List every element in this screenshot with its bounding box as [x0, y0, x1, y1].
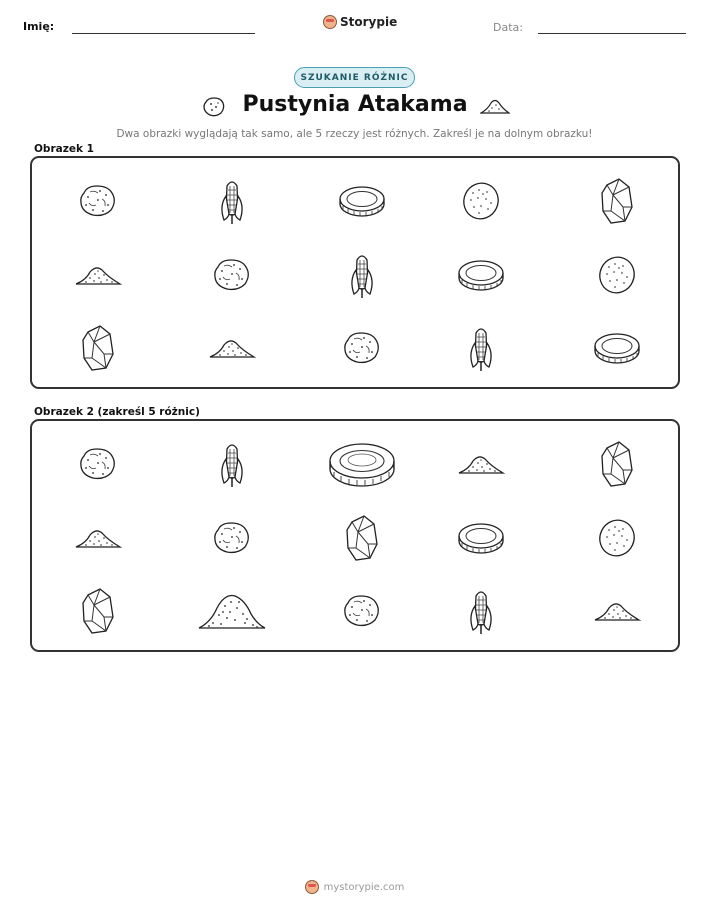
brand-name: Storypie	[340, 15, 398, 29]
picture-1-corn-icon	[467, 323, 495, 373]
title-sand-icon	[480, 97, 510, 119]
page-title: Pustynia Atakama	[242, 92, 468, 117]
picture-2-coin-large-icon[interactable]	[327, 439, 397, 489]
footer-mascot-icon	[305, 880, 319, 894]
mascot-icon	[323, 15, 337, 29]
picture-2-sand-icon[interactable]	[457, 452, 505, 476]
picture-2-sand-icon[interactable]	[74, 526, 122, 550]
picture-2-potato-icon[interactable]	[597, 518, 637, 558]
date-label: Data:	[493, 21, 523, 34]
picture-1-corn-icon	[218, 176, 246, 226]
picture-1-crystal-icon	[599, 177, 635, 225]
picture-1-sand-icon	[74, 263, 122, 287]
picture-1-sand-icon	[208, 336, 256, 360]
date-line[interactable]	[538, 33, 686, 34]
picture-1-corn-icon	[348, 250, 376, 300]
name-line[interactable]	[72, 33, 255, 34]
picture-2-coin-icon[interactable]	[457, 521, 505, 555]
category-badge: SZUKANIE RÓŻNIC	[294, 67, 415, 88]
footer	[0, 880, 709, 894]
picture-2-crystal-icon[interactable]	[344, 514, 380, 562]
picture-2-sand-icon[interactable]	[593, 599, 641, 623]
picture-1-coin-icon	[338, 184, 386, 218]
picture-1-coin-icon	[457, 258, 505, 292]
picture-2-panel[interactable]	[30, 419, 680, 652]
picture-1-coin-icon	[593, 331, 641, 365]
instructions: Dwa obrazki wyglądają tak samo, ale 5 rzeczy jest różnych. Zakreśl je na dolnym obrazku!	[116, 128, 593, 140]
picture-2-corn-icon[interactable]	[467, 586, 495, 636]
picture-1-crystal-icon	[80, 324, 116, 372]
picture-2-crystal-icon[interactable]	[599, 440, 635, 488]
picture-2-rock-icon[interactable]	[342, 593, 382, 629]
picture-1-rock-icon	[342, 330, 382, 366]
panel2-label: Obrazek 2 (zakreśl 5 różnic)	[34, 406, 200, 418]
picture-1-rock-icon	[212, 257, 252, 293]
brand-logo	[323, 15, 397, 29]
picture-2-rock-icon[interactable]	[212, 520, 252, 556]
picture-2-crystal-icon[interactable]	[80, 587, 116, 635]
panel1-label: Obrazek 1	[34, 143, 94, 155]
picture-1-rock-icon	[78, 183, 118, 219]
picture-1-panel	[30, 156, 680, 389]
picture-2-corn-icon[interactable]	[218, 439, 246, 489]
picture-2-rock-icon[interactable]	[78, 446, 118, 482]
footer-url: mystorypie.com	[323, 881, 405, 893]
picture-1-potato-icon	[461, 181, 501, 221]
picture-1-potato-icon	[597, 255, 637, 295]
picture-2-sand-large-icon[interactable]	[197, 590, 267, 632]
name-label: Imię:	[23, 20, 55, 33]
